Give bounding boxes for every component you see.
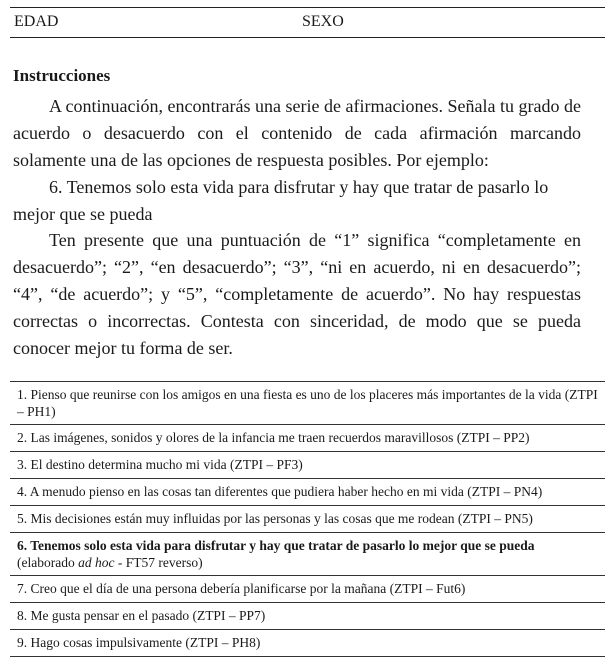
table-row <box>10 576 605 603</box>
table-row <box>10 382 605 425</box>
sexo-label: SEXO <box>302 13 344 30</box>
item-bold-text: 6. Tenemos solo esta vida para disfrutar y hay que tratar de pasarlo lo mejor que se pueda <box>17 538 535 553</box>
table-row <box>10 603 605 630</box>
item-text: 5. Mis decisiones están muy influidas por las personas y las cosas que me rodean (ZTPI – PN5) <box>10 506 605 533</box>
table-row <box>10 533 605 576</box>
item-note-suffix: - FT57 reverso) <box>114 555 203 570</box>
item-text: 9. Hago cosas impulsivamente (ZTPI – PH8) <box>10 630 605 657</box>
item-text: 3. El destino determina mucho mi vida (ZTPI – PF3) <box>10 452 605 479</box>
item-text: 1. Pienso que reunirse con los amigos en una fiesta es uno de los placeres más importantes de la vida (ZTPI – PH1) <box>10 382 605 425</box>
table-row <box>10 630 605 657</box>
instructions-heading: Instrucciones <box>13 66 111 85</box>
item-text: 4. A menudo pienso en las cosas tan diferentes que pudiera haber hecho en mi vida (ZTPI – PN4) <box>10 479 605 506</box>
instructions-paragraph-1: A continuación, encontrarás una serie de afirmaciones. Señala tu grado de acuerdo o desacuerdo con el contenido de cada afirmación marcando solamente una de las opciones de respuesta posibles. Por ejemplo: <box>13 96 581 170</box>
item-text: 7. Creo que el día de una persona debería planificarse por la mañana (ZTPI – Fut6) <box>10 576 605 603</box>
items-table <box>10 381 605 657</box>
demographics-box <box>10 7 605 38</box>
table-row <box>10 506 605 533</box>
item-text: 8. Me gusta pensar en el pasado (ZTPI – PP7) <box>10 603 605 630</box>
item-text: 2. Las imágenes, sonidos y olores de la infancia me traen recuerdos maravillosos (ZTPI – PP2) <box>10 425 605 452</box>
item-text <box>10 533 605 576</box>
table-row <box>10 452 605 479</box>
instructions-paragraph-2: Ten presente que una puntuación de “1” significa “completamente en desacuerdo”; “2”, “en desacuerdo”; “3”, “ni en acuerdo, ni en desacuerdo”; “4”, “de acuerdo”; y “5”, “completamente de acuerdo”. No hay respuestas correctas o incorrectas. Contesta con sinceridad, de modo que se pueda conocer mejor tu forma de ser. <box>13 230 581 358</box>
item-note-italic: ad hoc <box>78 555 115 570</box>
table-row <box>10 425 605 452</box>
edad-label: EDAD <box>14 13 59 30</box>
item-note-prefix: (elaborado <box>17 555 79 570</box>
example-item: 6. Tenemos solo esta vida para disfrutar y hay que tratar de pasarlo lo mejor que se pueda <box>13 177 549 224</box>
table-row <box>10 479 605 506</box>
